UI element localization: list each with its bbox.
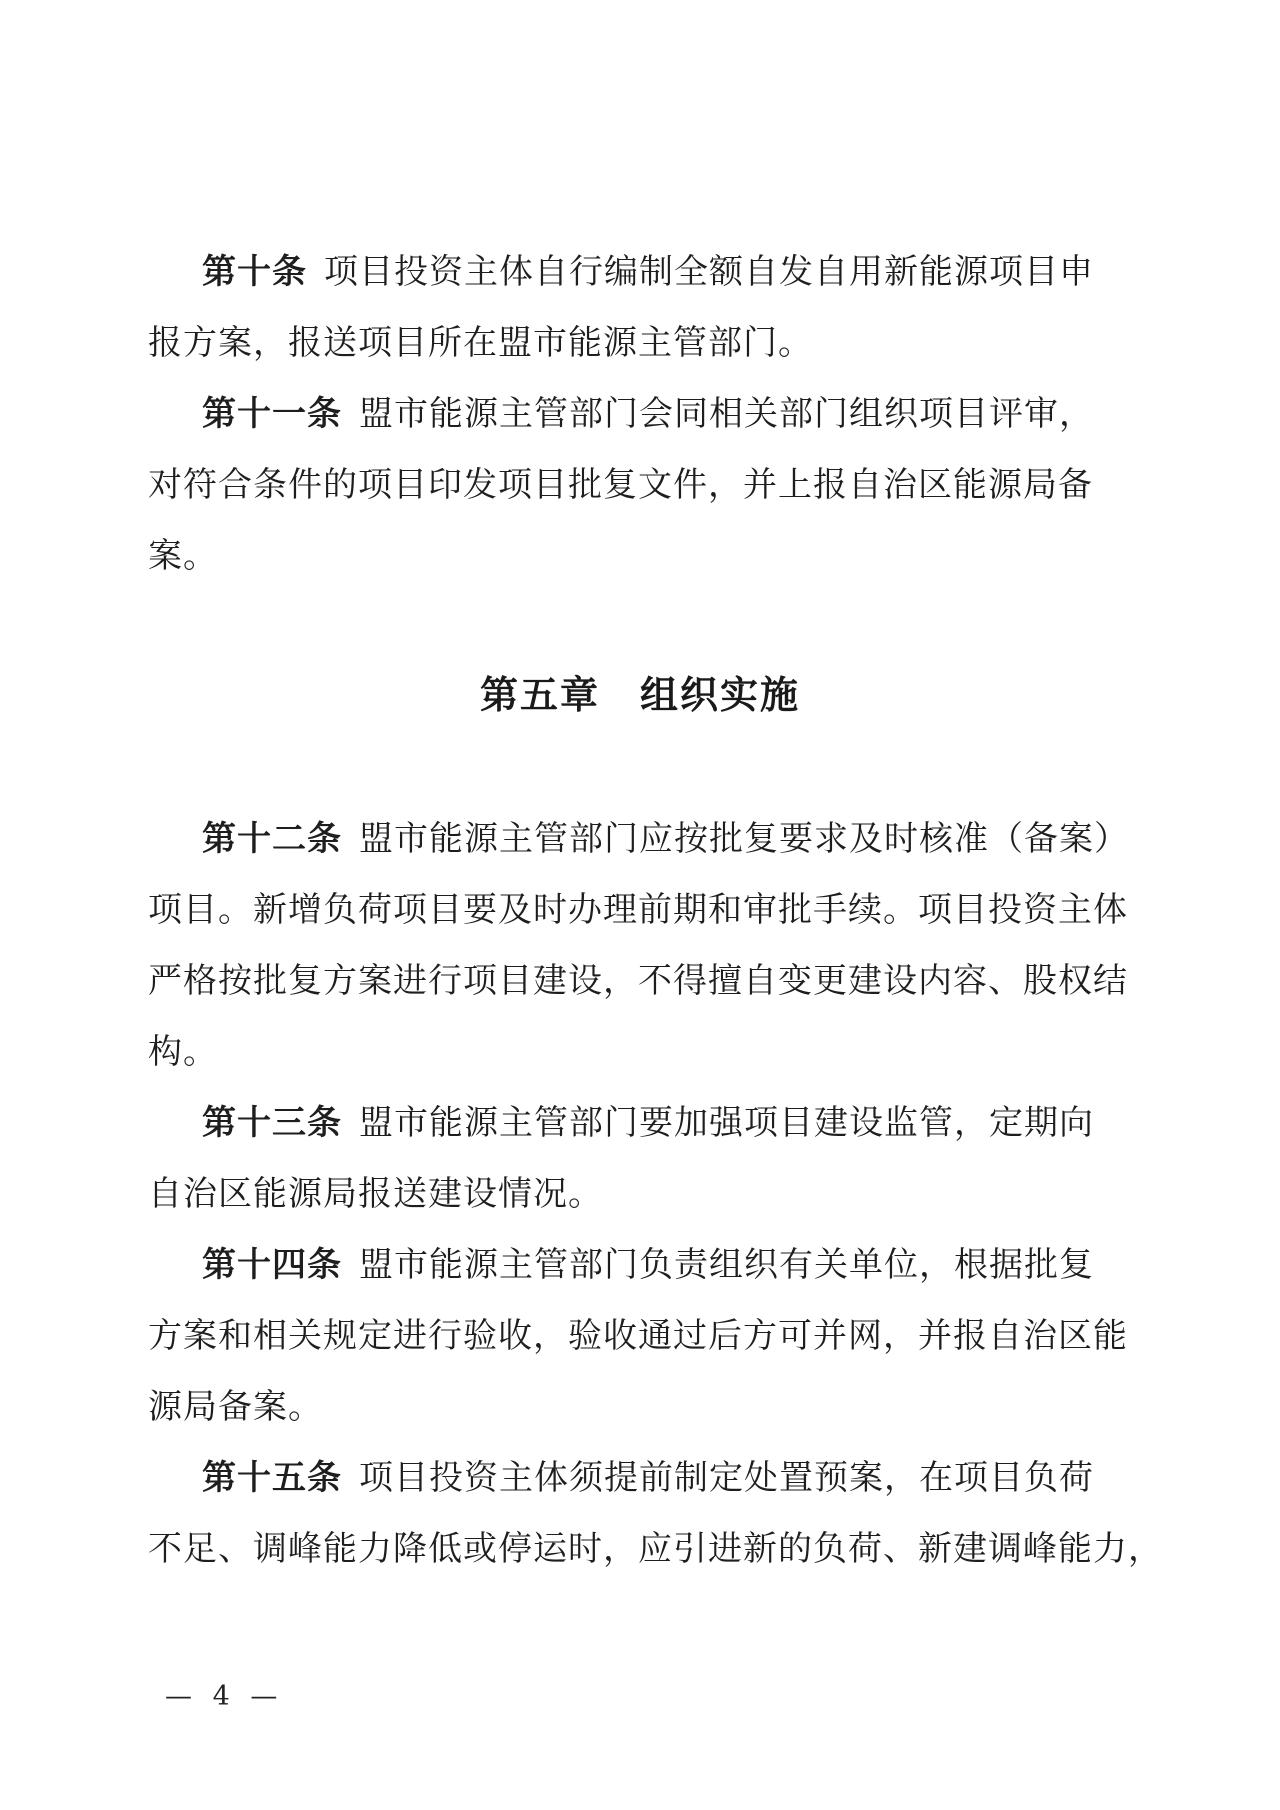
article-12-label: 第十二条 xyxy=(202,819,342,859)
article-10-line-2: 报方案，报送项目所在盟市能源主管部门。 xyxy=(148,323,813,363)
article-11-text-1: 盟市能源主管部门会同相关部门组织项目评审， xyxy=(359,394,1094,434)
article-14-label: 第十四条 xyxy=(202,1245,342,1285)
article-15-text-1: 项目投资主体须提前制定处置预案，在项目负荷 xyxy=(359,1458,1094,1498)
page-number: — 4 — xyxy=(165,1681,284,1712)
article-13-line-1 xyxy=(148,1088,1138,1159)
article-15-line-2: 不足、调峰能力降低或停运时，应引进新的负荷、新建调峰能力， xyxy=(148,1529,1163,1569)
chapter-heading: 第五章 组织实施 xyxy=(479,673,800,717)
article-15-label: 第十五条 xyxy=(202,1458,342,1498)
article-11-line-3: 案。 xyxy=(148,536,218,576)
article-13-label: 第十三条 xyxy=(202,1103,342,1143)
article-12-line-1 xyxy=(148,804,1138,875)
article-12-line-4: 构。 xyxy=(148,1032,218,1072)
articles-before-chapter xyxy=(148,237,1138,592)
article-10-line-1 xyxy=(148,237,1138,308)
article-14-text-1: 盟市能源主管部门负责组织有关单位，根据批复 xyxy=(359,1245,1094,1285)
article-11-label: 第十一条 xyxy=(202,394,342,434)
article-11-line-2: 对符合条件的项目印发项目批复文件，并上报自治区能源局备 xyxy=(148,465,1093,505)
article-11-line-1 xyxy=(148,379,1138,450)
article-10-text-1: 项目投资主体自行编制全额自发自用新能源项目申 xyxy=(324,252,1094,292)
article-13-text-1: 盟市能源主管部门要加强项目建设监管，定期向 xyxy=(359,1103,1094,1143)
article-10-label: 第十条 xyxy=(202,252,307,292)
article-14-line-2: 方案和相关规定进行验收，验收通过后方可并网，并报自治区能 xyxy=(148,1316,1128,1356)
article-12-line-2: 项目。新增负荷项目要及时办理前期和审批手续。项目投资主体 xyxy=(148,890,1128,930)
article-13-line-2: 自治区能源局报送建设情况。 xyxy=(148,1174,603,1214)
article-12-line-3: 严格按批复方案进行项目建设，不得擅自变更建设内容、股权结 xyxy=(148,961,1128,1001)
articles-after-chapter xyxy=(148,804,1163,1585)
article-14-line-3: 源局备案。 xyxy=(148,1387,323,1427)
article-15-line-1 xyxy=(148,1443,1138,1514)
article-12-text-1: 盟市能源主管部门应按批复要求及时核准（备案） xyxy=(359,819,1129,859)
article-14-line-1 xyxy=(148,1230,1138,1301)
